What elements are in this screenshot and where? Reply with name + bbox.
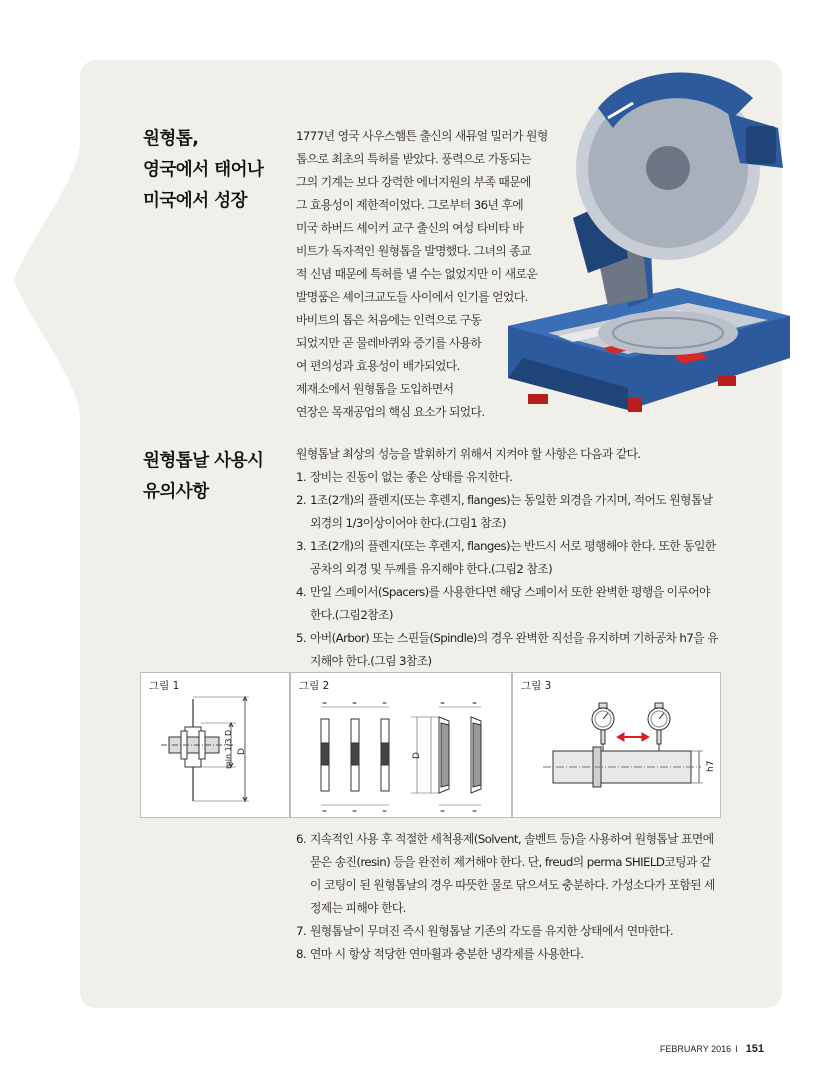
svg-text:=: =	[382, 808, 388, 815]
figure-2-caption: 그림 2	[299, 680, 330, 692]
page-number: 151	[745, 1043, 764, 1055]
list-item-number: 8.	[296, 947, 307, 961]
paragraph-line: 여 편의성과 효용성이 배가되었다.	[296, 359, 460, 373]
list-item-line: 연마 시 항상 적당한 연마휠과 충분한 냉각제를 사용한다.	[310, 947, 584, 961]
section2-heading: 원형톱날 사용시 유의사항	[143, 451, 264, 502]
figure-1-min-label: min 1/3 D	[224, 729, 233, 769]
svg-text:=: =	[440, 700, 446, 707]
svg-text:=: =	[472, 700, 478, 707]
list-item-line: 정제는 피해야 한다.	[310, 901, 406, 915]
list-item	[296, 627, 746, 673]
svg-text:=: =	[382, 700, 388, 707]
figure-3	[512, 672, 721, 818]
list-item-line: 원형톱날이 무뎌진 즉시 원형톱날 기존의 각도를 유지한 상태에서 연마한다.	[310, 924, 674, 938]
list-item	[296, 489, 746, 535]
list-item-line: 한다.(그림2참조)	[310, 608, 393, 622]
list-item-number: 2.	[296, 493, 307, 507]
red-arrow-icon	[617, 733, 649, 741]
paragraph-line: 되었지만 곧 물레바퀴와 증기를 사용하	[296, 336, 482, 350]
list-item-number: 4.	[296, 585, 307, 599]
paragraph-line: 1777년 영국 사우스햄튼 출신의 새뮤얼 밀러가 원형	[296, 129, 548, 143]
figures-row	[140, 672, 721, 818]
list-item	[296, 943, 746, 966]
list-item-line: 아버(Arbor) 또는 스핀들(Spindle)의 경우 완벽한 직선을 유지하며 기하공차 h7을 유	[310, 631, 718, 645]
section2-intro: 원형톱날 최상의 성능을 발휘하기 위해서 지켜야 할 사항은 다음과 같다.	[296, 447, 641, 461]
list-item-text	[310, 581, 710, 627]
svg-text:=: =	[352, 700, 358, 707]
figure-2	[290, 672, 512, 818]
paragraph-line: 발명품은 셰이크교도들 사이에서 인기를 얻었다.	[296, 290, 528, 304]
footer-issue: FEBRUARY 2016	[659, 1044, 732, 1054]
list-item-line: 지속적인 사용 후 적절한 세척용제(Solvent, 솔벤트 등)을 사용하여 원형톱날 표면에	[310, 832, 714, 846]
svg-text:=: =	[322, 808, 328, 815]
figure-2-drawing	[291, 673, 513, 819]
paragraph-line: 연장은 목재공업의 핵심 요소가 되었다.	[296, 405, 485, 419]
list-item	[296, 920, 746, 943]
list-item-text	[310, 489, 712, 535]
figure-1	[140, 672, 290, 818]
paragraph-line: 적 신념 때문에 특허를 낼 수는 없었지만 이 새로운	[296, 267, 538, 281]
paragraph-line: 비트가 독자적인 원형톱을 발명했다. 그녀의 종교	[296, 244, 531, 258]
list-item-line: 만일 스페이서(Spacers)를 사용한다면 해당 스페이서 또한 완벽한 평행을 이루어야	[310, 585, 710, 599]
figure-3-caption: 그림 3	[521, 680, 552, 692]
panel-notch	[0, 60, 110, 960]
list-item-line: 1조(2개)의 플렌지(또는 후렌지, flanges)는 동일한 외경을 가지며, 적어도 원형톱날	[310, 493, 713, 507]
figure-3-h7-label: h7	[706, 760, 716, 772]
paragraph-line: 톱으로 최초의 특허를 받았다. 풍력으로 가동되는	[296, 152, 531, 166]
section2-items-continued	[296, 828, 746, 966]
list-item-number: 6.	[296, 832, 307, 846]
paragraph-line: 미국 하버드 셰이커 교구 출신의 여성 타비타 바	[296, 221, 524, 235]
figure-1-drawing	[141, 673, 291, 819]
list-item-line: 1조(2개)의 플렌지(또는 후렌지, flanges)는 반드시 서로 평행해야 한다. 또한 동일한	[310, 539, 716, 553]
svg-text:=: =	[322, 700, 328, 707]
svg-text:=: =	[352, 808, 358, 815]
figure-1-caption: 그림 1	[149, 680, 180, 692]
page-footer	[660, 1043, 764, 1055]
paragraph-line: 제재소에서 원형톱을 도입하면서	[296, 382, 454, 396]
svg-text:=: =	[440, 808, 446, 815]
list-item-line: 공차의 외경 및 두께를 유지해야 한다.(그림2 참조)	[310, 562, 553, 576]
figure-3-drawing	[513, 673, 722, 819]
list-item	[296, 466, 746, 489]
section2-list	[296, 443, 746, 673]
list-item-number: 1.	[296, 470, 307, 484]
list-item-line: 장비는 진동이 없는 좋은 상태를 유지한다.	[310, 470, 513, 484]
saw-base	[508, 288, 790, 412]
figure-2-d-label: D	[412, 752, 422, 759]
list-item-number: 3.	[296, 539, 307, 553]
list-item-text	[310, 466, 512, 489]
list-item	[296, 828, 746, 920]
list-item-text	[310, 535, 716, 581]
saw-blade-guard	[576, 73, 783, 260]
paragraph-line: 바비트의 톱은 처음에는 인력으로 구동	[296, 313, 482, 327]
list-item	[296, 581, 746, 627]
list-item-number: 7.	[296, 924, 307, 938]
list-item-number: 5.	[296, 631, 307, 645]
list-item-text	[310, 920, 673, 943]
list-item-text	[310, 828, 715, 920]
list-item-line: 묻은 송진(resin) 등을 완전히 제거해야 한다. 단, freud의 perma SHIELD코팅과 같	[310, 855, 711, 869]
list-item-line: 외경의 1/3이상이어야 한다.(그림1 참조)	[310, 516, 506, 530]
section2-list-continued	[296, 828, 746, 966]
list-item	[296, 535, 746, 581]
miter-saw-image	[478, 58, 790, 420]
list-item-text	[310, 943, 584, 966]
list-item-line: 이 코팅이 된 원형톱날의 경우 따뜻한 물로 닦으셔도 충분하다. 가성소다가 포함된 세	[310, 878, 715, 892]
svg-text:=: =	[472, 808, 478, 815]
section2-items	[296, 466, 746, 673]
footer-separator: I	[735, 1044, 738, 1054]
list-item-text	[310, 627, 718, 673]
list-item-line: 지해야 한다.(그림 3참조)	[310, 654, 432, 668]
paragraph-line: 그의 기계는 보다 강력한 에너지원의 부족 때문에	[296, 175, 531, 189]
section1-heading: 원형톱, 영국에서 태어나 미국에서 성장	[143, 129, 264, 211]
paragraph-line: 그 효용성이 제한적이었다. 그로부터 36년 후에	[296, 198, 524, 212]
figure-1-d-label: D	[237, 748, 247, 755]
